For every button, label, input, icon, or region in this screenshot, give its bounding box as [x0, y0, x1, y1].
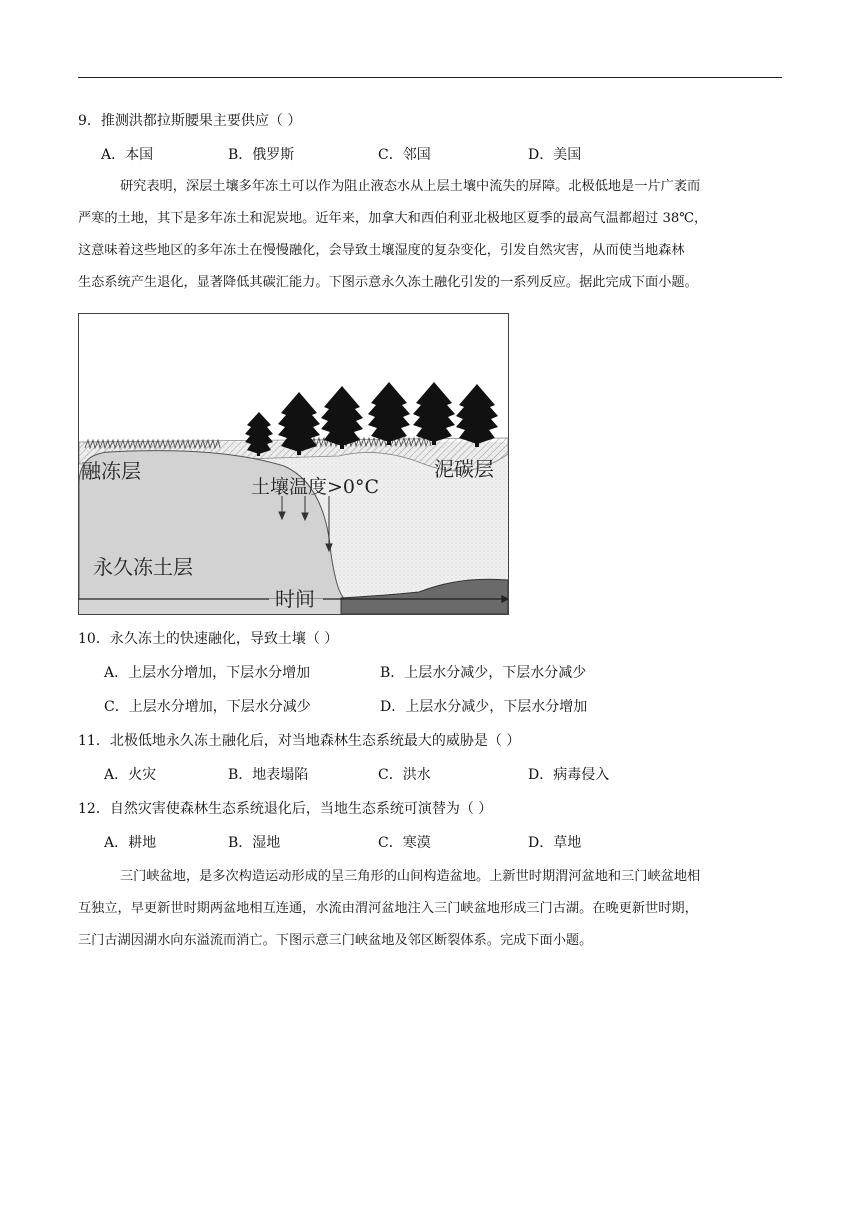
q12-stem: 12．自然灾害使森林生态系统退化后，当地生态系统可演替为（ ）: [78, 801, 493, 817]
q10-stem: 10．永久冻土的快速融化，导致土壤（ ）: [78, 631, 339, 647]
q12-option-b: B．湿地: [228, 835, 281, 851]
q10-option-d: D．上层水分减少，下层水分增加: [380, 699, 588, 715]
q9-option-c: C．邻国: [378, 147, 431, 163]
q10-option-a: A．上层水分增加，下层水分增加: [104, 665, 311, 681]
passage1-line-4: 生态系统产生退化，显著降低其碳汇能力。下图示意永久冻土融化引发的一系列反应。据此完成下面小题。: [78, 275, 698, 290]
label-permafrost: 永久冻土层: [93, 555, 193, 579]
header-rule: [78, 77, 782, 78]
q9-option-d: D．美国: [528, 147, 582, 163]
label-peat-layer: 泥碳层: [434, 457, 494, 481]
permafrost-thaw-figure: [78, 313, 509, 615]
q11-option-a: A．火灾: [104, 767, 157, 783]
passage-sanmenxia: [78, 861, 782, 957]
label-thaw-layer: 融冻层: [81, 459, 141, 483]
q11-option-b: B．地表塌陷: [228, 767, 309, 783]
passage2-line-2: 互独立，早更新世时期两盆地相互连通，水流由渭河盆地注入三门峡盆地形成三门古湖。在晚更新世时期，: [78, 901, 698, 916]
passage2-line-1: 三门峡盆地，是多次构造运动形成的呈三角形的山间构造盆地。上新世时期渭河盆地和三门峡盆地相: [120, 869, 701, 884]
q12-option-c: C．寒漠: [378, 835, 431, 851]
q11-option-c: C．洪水: [378, 767, 431, 783]
passage1-line-1: 研究表明，深层土壤多年冻土可以作为阻止液态水从上层土壤中流失的屏障。北极低地是一片广袤而: [120, 179, 701, 194]
passage2-line-3: 三门古湖因湖水向东溢流而消亡。下图示意三门峡盆地及邻区断裂体系。完成下面小题。: [78, 933, 593, 948]
q11-stem: 11．北极低地永久冻土融化后，对当地森林生态系统最大的威胁是（ ）: [78, 733, 521, 749]
q10-option-b: B．上层水分减少，下层水分减少: [380, 665, 587, 681]
q12-option-d: D．草地: [528, 835, 582, 851]
label-soil-temp: 土壤温度>0°C: [251, 476, 380, 498]
q9-option-b: B．俄罗斯: [228, 147, 295, 163]
q9-option-a: A．本国: [101, 147, 154, 163]
passage-permafrost: [78, 171, 782, 299]
q9-stem: 9．推测洪都拉斯腰果主要供应（ ）: [78, 113, 302, 129]
q11-option-d: D．病毒侵入: [528, 767, 610, 783]
q12-option-a: A．耕地: [104, 835, 157, 851]
q10-option-c: C．上层水分增加，下层水分减少: [104, 699, 311, 715]
label-time: 时间: [275, 587, 315, 611]
passage1-line-2: 严寒的土地，其下是多年冻土和泥炭地。近年来，加拿大和西伯利亚北极地区夏季的最高气温都超过 38℃，: [78, 211, 708, 226]
passage1-line-3: 这意味着这些地区的多年冻土在慢慢融化，会导致土壤湿度的复杂变化，引发自然灾害，从而使当地森林: [78, 243, 685, 258]
